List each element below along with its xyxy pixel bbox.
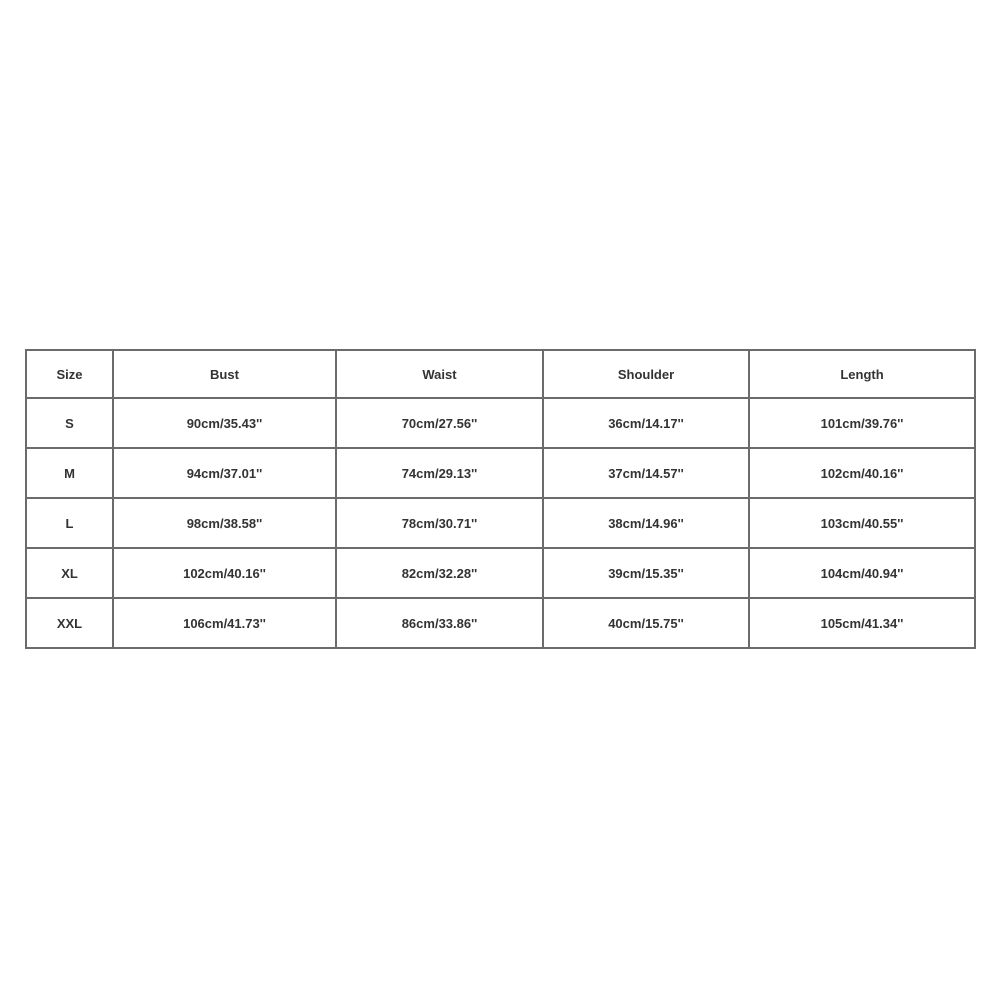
table-row xyxy=(26,548,975,598)
bust-cell: 98cm/38.58'' xyxy=(113,498,336,548)
bust-cell: 106cm/41.73'' xyxy=(113,598,336,648)
shoulder-cell: 40cm/15.75'' xyxy=(543,598,749,648)
table-row xyxy=(26,598,975,648)
waist-cell: 74cm/29.13'' xyxy=(336,448,543,498)
shoulder-cell: 38cm/14.96'' xyxy=(543,498,749,548)
length-cell: 104cm/40.94'' xyxy=(749,548,975,598)
table-row xyxy=(26,398,975,448)
header-bust: Bust xyxy=(113,350,336,398)
length-cell: 103cm/40.55'' xyxy=(749,498,975,548)
bust-cell: 102cm/40.16'' xyxy=(113,548,336,598)
size-cell: M xyxy=(26,448,113,498)
header-waist: Waist xyxy=(336,350,543,398)
waist-cell: 82cm/32.28'' xyxy=(336,548,543,598)
waist-cell: 70cm/27.56'' xyxy=(336,398,543,448)
size-cell: S xyxy=(26,398,113,448)
table-header-row xyxy=(26,350,975,398)
table-row xyxy=(26,448,975,498)
length-cell: 105cm/41.34'' xyxy=(749,598,975,648)
bust-cell: 94cm/37.01'' xyxy=(113,448,336,498)
length-cell: 102cm/40.16'' xyxy=(749,448,975,498)
shoulder-cell: 37cm/14.57'' xyxy=(543,448,749,498)
size-chart-table xyxy=(25,349,976,649)
waist-cell: 86cm/33.86'' xyxy=(336,598,543,648)
shoulder-cell: 36cm/14.17'' xyxy=(543,398,749,448)
length-cell: 101cm/39.76'' xyxy=(749,398,975,448)
header-shoulder: Shoulder xyxy=(543,350,749,398)
table-row xyxy=(26,498,975,548)
header-size: Size xyxy=(26,350,113,398)
header-length: Length xyxy=(749,350,975,398)
size-cell: XXL xyxy=(26,598,113,648)
size-cell: L xyxy=(26,498,113,548)
size-cell: XL xyxy=(26,548,113,598)
waist-cell: 78cm/30.71'' xyxy=(336,498,543,548)
bust-cell: 90cm/35.43'' xyxy=(113,398,336,448)
shoulder-cell: 39cm/15.35'' xyxy=(543,548,749,598)
